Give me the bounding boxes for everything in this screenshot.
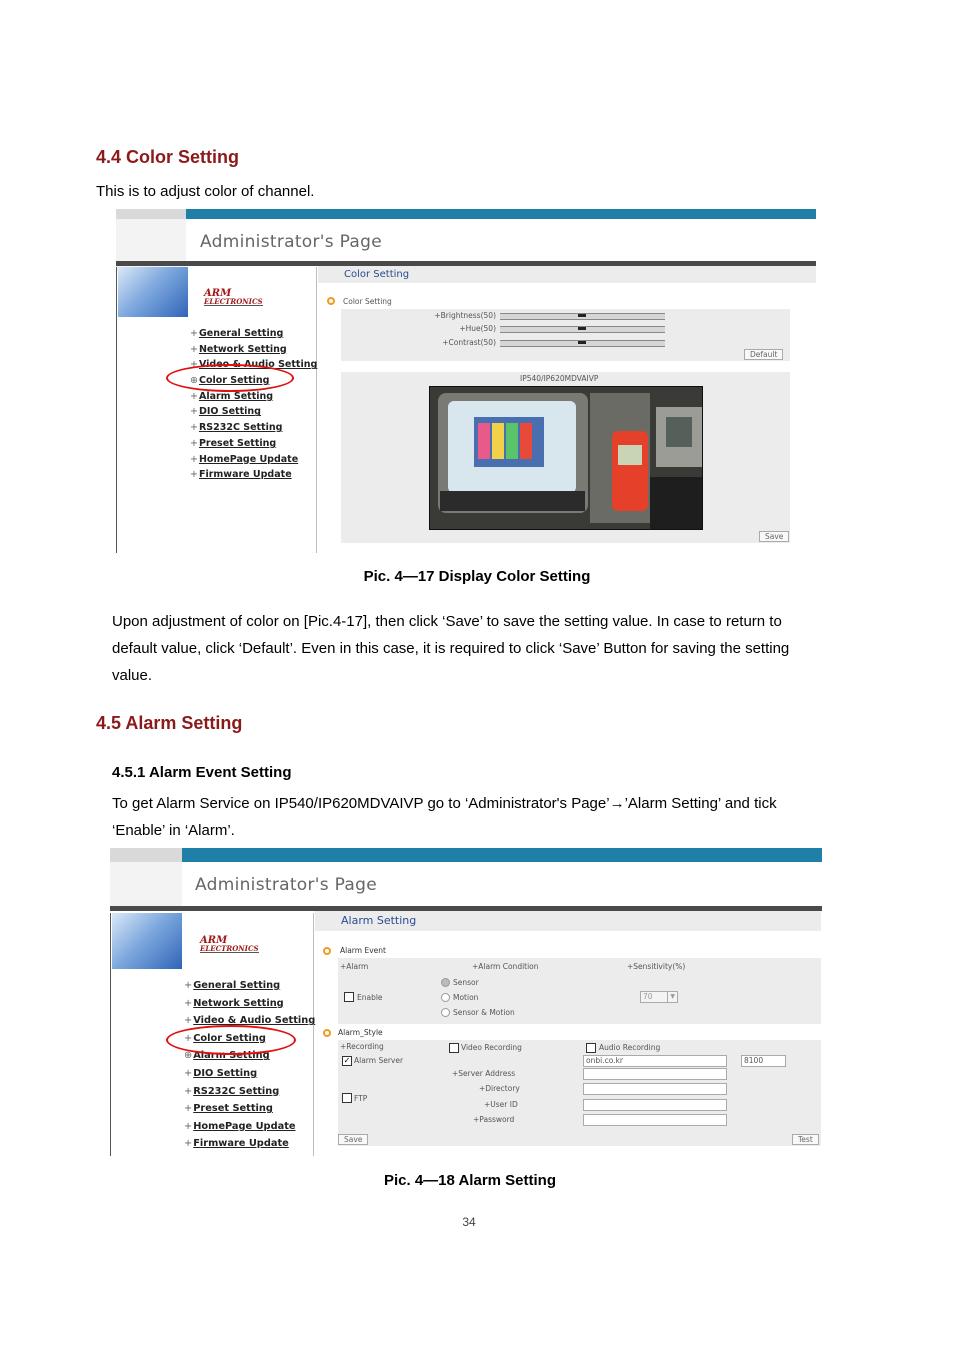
bullet-icon	[327, 297, 335, 305]
sensor-radio[interactable]	[441, 978, 450, 987]
menu-item-preset-setting[interactable]: +Preset Setting	[184, 1103, 273, 1115]
menu-item-general-setting[interactable]: +General Setting	[184, 980, 281, 991]
recording-label: +Recording	[340, 1042, 384, 1051]
user-id-label: +User ID	[484, 1100, 518, 1109]
figure-caption-18: Pic. 4—18 Alarm Setting	[383, 1172, 556, 1189]
video-recording-label: Video Recording	[461, 1043, 522, 1052]
header-logo-area	[110, 862, 182, 906]
menu-item-homepage-update[interactable]: +HomePage Update	[184, 1120, 296, 1132]
col-sensitivity: +Sensitivity(%)	[627, 962, 686, 971]
sensor-label: Sensor	[453, 978, 479, 987]
password-label: +Password	[473, 1115, 515, 1124]
alarm-event-label: Alarm Event	[340, 946, 386, 955]
header-bar	[116, 209, 816, 219]
menu-item-homepage-update[interactable]: +HomePage Update	[190, 453, 299, 465]
video-recording-checkbox[interactable]	[449, 1043, 459, 1053]
brightness-slider[interactable]	[500, 313, 665, 320]
menu-item-network-setting[interactable]: +Network Setting	[190, 343, 287, 355]
menu-item-dio-setting[interactable]: +DIO Setting	[190, 406, 261, 418]
menu-item-general-setting[interactable]: +General Setting	[190, 328, 284, 339]
directory-label: +Directory	[479, 1084, 520, 1093]
port-input[interactable]: 8100	[741, 1055, 786, 1067]
section-heading-alarm-setting: 4.5 Alarm Setting	[96, 713, 243, 733]
section-intro: This is to adjust color of channel.	[96, 183, 315, 200]
sidebar-menu	[190, 328, 317, 485]
menu-item-network-setting[interactable]: +Network Setting	[184, 997, 284, 1009]
hue-label: +Hue(50)	[459, 324, 496, 333]
menu-item-alarm-setting[interactable]: +Alarm Setting	[190, 390, 274, 402]
ftp-label: FTP	[354, 1094, 368, 1103]
enable-checkbox[interactable]	[344, 992, 354, 1002]
nav-logo-panel	[118, 267, 188, 317]
sidebar-menu	[184, 980, 315, 1156]
section-header: Alarm Setting	[315, 911, 821, 931]
menu-item-firmware-update[interactable]: +Firmware Update	[190, 469, 292, 481]
server-address-input[interactable]: onbi.co.kr	[583, 1055, 727, 1067]
section-header: Color Setting	[318, 266, 816, 283]
directory-input[interactable]	[583, 1083, 727, 1095]
slider-knob[interactable]	[578, 314, 586, 317]
enable-label: Enable	[357, 993, 383, 1002]
brightness-label: +Brightness(50)	[434, 311, 496, 320]
user-id-input[interactable]	[583, 1099, 727, 1111]
default-button[interactable]: Default	[744, 349, 783, 360]
brand-logo: ARM ELECTRONICS	[200, 935, 259, 953]
menu-item-alarm-setting[interactable]: ⊕Alarm Setting	[184, 1050, 270, 1062]
sensor-motion-label: Sensor & Motion	[453, 1008, 515, 1017]
save-button[interactable]: Save	[338, 1134, 368, 1145]
subsection-heading: 4.5.1 Alarm Event Setting	[112, 764, 292, 781]
figure-alarm-setting-screenshot	[110, 848, 834, 1156]
header-bar	[110, 848, 822, 862]
admin-page-title: Administrator's Page	[200, 232, 382, 252]
menu-item-dio-setting[interactable]: +DIO Setting	[184, 1067, 258, 1079]
sensor-motion-radio[interactable]	[441, 1008, 450, 1017]
alarm-server-label: Alarm Server	[354, 1056, 404, 1065]
slider-knob[interactable]	[578, 341, 586, 344]
menu-item-preset-setting[interactable]: +Preset Setting	[190, 437, 277, 449]
alarm-event-panel	[338, 958, 821, 1024]
contrast-label: +Contrast(50)	[442, 338, 496, 347]
menu-item-color-setting[interactable]: ⊕Color Setting	[190, 375, 270, 387]
col-alarm: +Alarm	[340, 962, 369, 971]
save-button[interactable]: Save	[759, 531, 789, 542]
password-input[interactable]	[583, 1114, 727, 1126]
figure-color-setting-screenshot	[116, 209, 826, 553]
menu-item-firmware-update[interactable]: +Firmware Update	[184, 1138, 289, 1150]
nav-logo-panel	[112, 913, 182, 969]
figure-caption-17: Pic. 4—17 Display Color Setting	[363, 568, 591, 585]
body-paragraph: Upon adjustment of color on [Pic.4-17], then click ‘Save’ to save the setting value. In case to return to default value, click ‘Default’. Even in this case, it is required to click ‘Save’ Button for saving the setting value.	[112, 613, 790, 684]
menu-item-color-setting[interactable]: +Color Setting	[184, 1032, 266, 1044]
alarm-instructions: To get Alarm Service on IP540/IP620MDVAIVP go to ‘Administrator's Page’→’Alarm Setting’ and tick ‘Enable’ in ‘Alarm’.	[112, 795, 777, 839]
menu-item-rs232c-setting[interactable]: +RS232C Setting	[184, 1085, 280, 1097]
test-button[interactable]: Test	[792, 1134, 819, 1145]
camera-scene	[430, 387, 702, 529]
bullet-icon	[323, 947, 331, 955]
audio-recording-checkbox[interactable]	[586, 1043, 596, 1053]
server-address-field-2[interactable]	[583, 1068, 727, 1080]
sub-header-label: Color Setting	[343, 297, 392, 306]
admin-page-title: Administrator's Page	[195, 875, 377, 895]
alarm-server-checkbox[interactable]	[342, 1056, 352, 1066]
server-address-label: +Server Address	[452, 1069, 516, 1078]
arrow-right-icon: →	[609, 795, 625, 812]
brand-logo: ARM ELECTRONICS	[204, 288, 263, 306]
bullet-icon	[323, 1029, 331, 1037]
camera-title: IP540/IP620MDVAIVP	[520, 374, 599, 383]
motion-radio[interactable]	[441, 993, 450, 1002]
sensitivity-select[interactable]: 70 ▼	[640, 991, 678, 1003]
col-alarm-condition: +Alarm Condition	[472, 962, 539, 971]
menu-item-video-audio-setting[interactable]: +Video & Audio Setting	[190, 359, 318, 371]
camera-preview-image	[429, 386, 703, 530]
alarm-style-label: Alarm_Style	[338, 1028, 383, 1037]
slider-knob[interactable]	[578, 327, 586, 330]
menu-item-rs232c-setting[interactable]: +RS232C Setting	[190, 422, 283, 434]
ftp-checkbox[interactable]	[342, 1093, 352, 1103]
section-heading-color-setting: 4.4 Color Setting	[96, 147, 240, 167]
highlight-circle	[166, 364, 294, 392]
chevron-down-icon: ▼	[667, 992, 677, 1002]
menu-item-video-audio-setting[interactable]: +Video & Audio Setting	[184, 1015, 316, 1027]
motion-label: Motion	[453, 993, 479, 1002]
highlight-circle	[166, 1025, 296, 1055]
check-icon: ✓	[343, 1056, 351, 1065]
page-number: 34	[462, 1215, 476, 1229]
contrast-slider[interactable]	[500, 340, 665, 347]
audio-recording-label: Audio Recording	[599, 1043, 661, 1052]
hue-slider[interactable]	[500, 326, 665, 333]
